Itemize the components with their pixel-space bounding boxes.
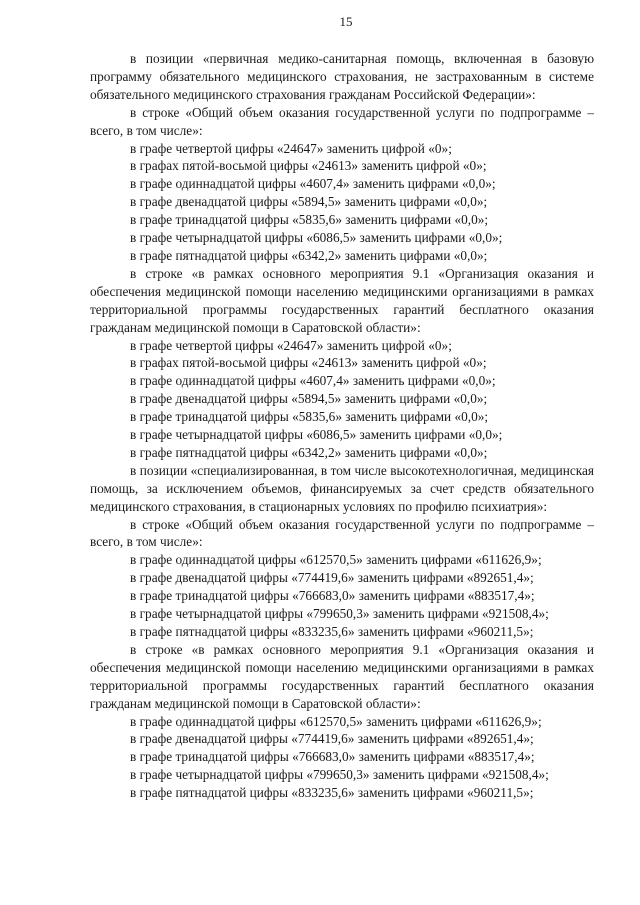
paragraph-edit-item: в графе тринадцатой цифры «766683,0» заменить цифрами «883517,4»; [130, 588, 535, 604]
paragraph-edit-item: в графе тринадцатой цифры «5835,6» заменить цифрами «0,0»; [130, 409, 489, 425]
paragraph-edit-item: в графе четырнадцатой цифры «6086,5» заменить цифрами «0,0»; [130, 230, 503, 246]
paragraph-edit-item: в графе пятнадцатой цифры «6342,2» заменить цифрами «0,0»; [130, 247, 488, 263]
paragraph-row-total-volume: в строке «Общий объем оказания государственной услуги по подпрограмме – всего, в том числе»: [90, 516, 594, 550]
paragraph-edit-item: в графе четвертой цифры «24647» заменить цифрой «0»; [130, 140, 452, 156]
paragraph-edit-item: в графах пятой-восьмой цифры «24613» заменить цифрой «0»; [130, 158, 487, 174]
paragraph-edit-item: в графе четырнадцатой цифры «799650,3» заменить цифрами «921508,4»; [130, 606, 549, 622]
paragraph-edit-item: в графе двенадцатой цифры «774419,6» заменить цифрами «892651,4»; [130, 570, 534, 586]
paragraph-edit-item: в графе тринадцатой цифры «5835,6» заменить цифрами «0,0»; [130, 212, 489, 228]
paragraph-edit-item: в графе двенадцатой цифры «774419,6» заменить цифрами «892651,4»; [130, 731, 534, 747]
page-number: 15 [339, 14, 353, 29]
paragraph-edit-item: в графе четырнадцатой цифры «6086,5» заменить цифрами «0,0»; [130, 427, 503, 443]
paragraph-edit-item: в графе одиннадцатой цифры «612570,5» заменить цифрами «611626,9»; [130, 713, 542, 729]
paragraph-edit-item: в графе двенадцатой цифры «5894,5» заменить цифрами «0,0»; [130, 194, 488, 210]
paragraph-edit-item: в графе одиннадцатой цифры «4607,4» заменить цифрами «0,0»; [130, 176, 496, 192]
paragraph-row-main-activity: в строке «в рамках основного мероприятия 9.1 «Организация оказания и обеспечения медицинской помощи населению медицинскими организациями в рамках территориальной программы государственных гарантий бесплатного оказания гражданам медицинской помощи в Саратовской области»: [90, 641, 594, 711]
paragraph-position-specialized-care: в позиции «специализированная, в том числе высокотехнологичная, медицинская помощь, за исключением объемов, финансируемых за счет средств обязательного медицинского страхования, в стационарных условиях по профилю психиатрия»: [90, 462, 594, 514]
paragraph-row-main-activity: в строке «в рамках основного мероприятия 9.1 «Организация оказания и обеспечения медицинской помощи населению медицинскими организациями в рамках территориальной программы государственных гарантий бесплатного оказания гражданам медицинской помощи в Саратовской области»: [90, 265, 594, 335]
paragraph-edit-item: в графе четырнадцатой цифры «799650,3» заменить цифрами «921508,4»; [130, 767, 549, 783]
paragraph-edit-item: в графе пятнадцатой цифры «833235,6» заменить цифрами «960211,5»; [130, 785, 534, 801]
paragraph-row-total-volume: в строке «Общий объем оказания государственной услуги по подпрограмме – всего, в том числе»: [90, 104, 594, 138]
paragraph-edit-item: в графе тринадцатой цифры «766683,0» заменить цифрами «883517,4»; [130, 749, 535, 765]
paragraph-edit-item: в графе одиннадцатой цифры «4607,4» заменить цифрами «0,0»; [130, 373, 496, 389]
paragraph-edit-item: в графе пятнадцатой цифры «833235,6» заменить цифрами «960211,5»; [130, 624, 534, 639]
paragraph-edit-item: в графе одиннадцатой цифры «612570,5» заменить цифрами «611626,9»; [130, 552, 542, 568]
paragraph-position-primary-care: в позиции «первичная медико-санитарная помощь, включенная в базовую программу обязательного медицинского страхования, не застрахованным в системе обязательного медицинского страхования гражданам Российской Федерации»: [90, 51, 594, 102]
paragraph-edit-item: в графе четвертой цифры «24647» заменить цифрой «0»; [130, 337, 452, 353]
paragraph-edit-item: в графе двенадцатой цифры «5894,5» заменить цифрами «0,0»; [130, 391, 488, 407]
paragraph-edit-item: в графе пятнадцатой цифры «6342,2» заменить цифрами «0,0»; [130, 444, 488, 460]
paragraph-edit-item: в графах пятой-восьмой цифры «24613» заменить цифрой «0»; [130, 355, 487, 371]
